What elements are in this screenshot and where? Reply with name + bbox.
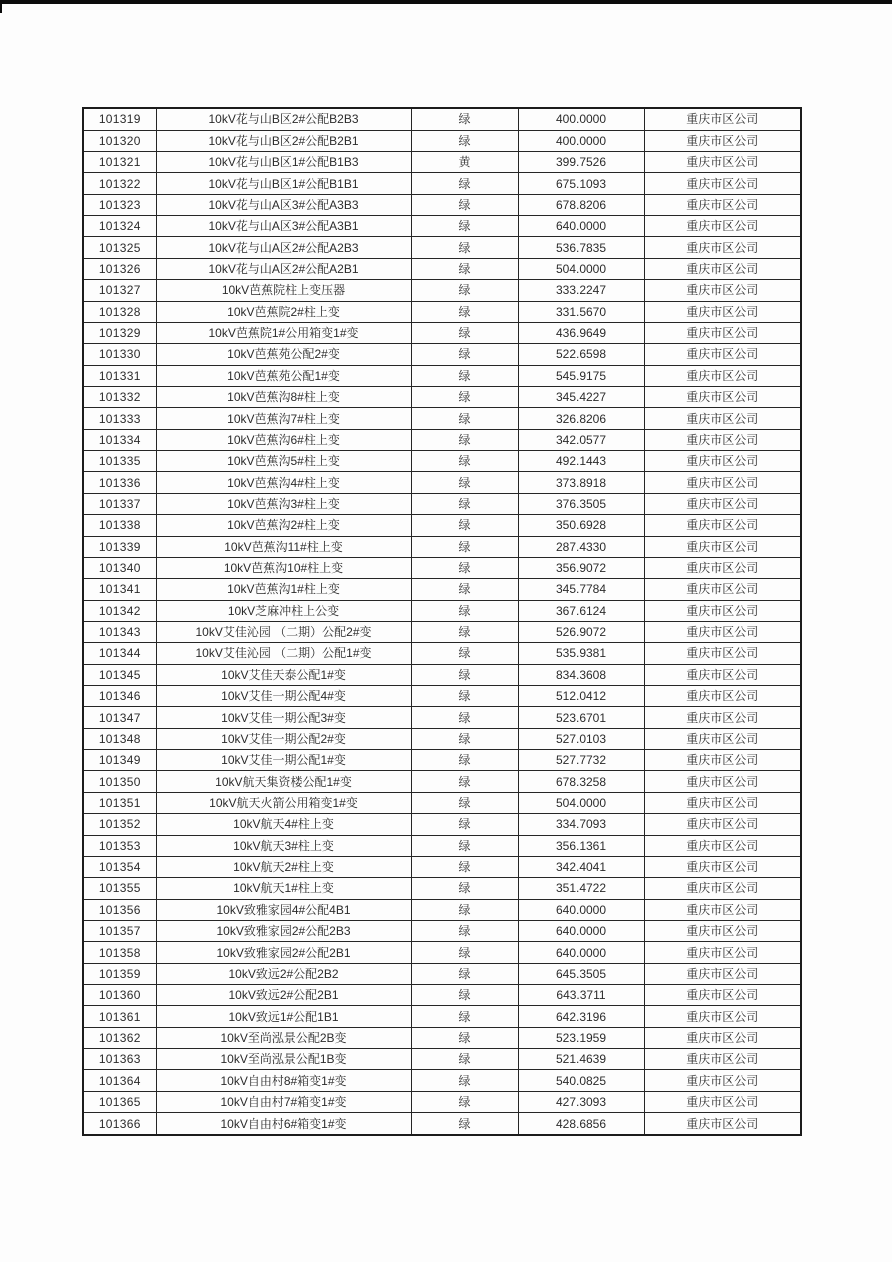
company-cell: 重庆市区公司: [644, 1091, 801, 1112]
table-row: [83, 963, 801, 984]
status-color-cell: 绿: [411, 856, 518, 877]
company-cell: 重庆市区公司: [644, 643, 801, 664]
device-name-cell: 10kV致雅家园2#公配2B3: [156, 920, 411, 941]
device-name-cell: 10kV芭蕉沟8#柱上变: [156, 386, 411, 407]
status-color-cell: 绿: [411, 643, 518, 664]
row-id-cell: 101346: [83, 686, 156, 707]
capacity-value-cell: 287.4330: [518, 536, 644, 557]
table-row: [83, 899, 801, 920]
device-name-cell: 10kV花与山B区1#公配B1B1: [156, 173, 411, 194]
company-cell: 重庆市区公司: [644, 152, 801, 173]
table-row: [83, 750, 801, 771]
capacity-value-cell: 640.0000: [518, 899, 644, 920]
company-cell: 重庆市区公司: [644, 280, 801, 301]
status-color-cell: 绿: [411, 365, 518, 386]
device-name-cell: 10kV艾佳沁园 （二期）公配2#变: [156, 621, 411, 642]
table-row: [83, 600, 801, 621]
capacity-value-cell: 373.8918: [518, 472, 644, 493]
row-id-cell: 101348: [83, 728, 156, 749]
company-cell: 重庆市区公司: [644, 130, 801, 151]
status-color-cell: 绿: [411, 621, 518, 642]
company-cell: 重庆市区公司: [644, 173, 801, 194]
table-row: [83, 1006, 801, 1027]
row-id-cell: 101365: [83, 1091, 156, 1112]
scan-border-top: [0, 0, 892, 4]
company-cell: 重庆市区公司: [644, 472, 801, 493]
device-name-cell: 10kV花与山A区3#公配A3B1: [156, 216, 411, 237]
status-color-cell: 绿: [411, 130, 518, 151]
company-cell: 重庆市区公司: [644, 194, 801, 215]
company-cell: 重庆市区公司: [644, 1027, 801, 1048]
table-row: [83, 942, 801, 963]
device-name-cell: 10kV芭蕉沟2#柱上变: [156, 515, 411, 536]
row-id-cell: 101345: [83, 664, 156, 685]
status-color-cell: 绿: [411, 258, 518, 279]
table-row: [83, 322, 801, 343]
company-cell: 重庆市区公司: [644, 386, 801, 407]
row-id-cell: 101320: [83, 130, 156, 151]
row-id-cell: 101351: [83, 792, 156, 813]
row-id-cell: 101339: [83, 536, 156, 557]
transformer-table: [82, 107, 802, 1136]
capacity-value-cell: 342.4041: [518, 856, 644, 877]
capacity-value-cell: 400.0000: [518, 130, 644, 151]
row-id-cell: 101338: [83, 515, 156, 536]
device-name-cell: 10kV艾佳天泰公配1#变: [156, 664, 411, 685]
device-name-cell: 10kV致远1#公配1B1: [156, 1006, 411, 1027]
device-name-cell: 10kV艾佳一期公配2#变: [156, 728, 411, 749]
company-cell: 重庆市区公司: [644, 686, 801, 707]
company-cell: 重庆市区公司: [644, 557, 801, 578]
device-name-cell: 10kV自由村7#箱变1#变: [156, 1091, 411, 1112]
row-id-cell: 101353: [83, 835, 156, 856]
row-id-cell: 101364: [83, 1070, 156, 1091]
device-name-cell: 10kV芭蕉苑公配2#变: [156, 344, 411, 365]
device-name-cell: 10kV自由村8#箱变1#变: [156, 1070, 411, 1091]
row-id-cell: 101347: [83, 707, 156, 728]
device-name-cell: 10kV至尚泓景公配1B变: [156, 1049, 411, 1070]
capacity-value-cell: 678.3258: [518, 771, 644, 792]
row-id-cell: 101350: [83, 771, 156, 792]
table-row: [83, 1113, 801, 1135]
table-row: [83, 344, 801, 365]
capacity-value-cell: 640.0000: [518, 942, 644, 963]
row-id-cell: 101349: [83, 750, 156, 771]
status-color-cell: 绿: [411, 1006, 518, 1027]
status-color-cell: 黄: [411, 152, 518, 173]
device-name-cell: 10kV花与山A区2#公配A2B1: [156, 258, 411, 279]
row-id-cell: 101342: [83, 600, 156, 621]
capacity-value-cell: 512.0412: [518, 686, 644, 707]
company-cell: 重庆市区公司: [644, 429, 801, 450]
company-cell: 重庆市区公司: [644, 920, 801, 941]
row-id-cell: 101363: [83, 1049, 156, 1070]
row-id-cell: 101366: [83, 1113, 156, 1135]
company-cell: 重庆市区公司: [644, 835, 801, 856]
capacity-value-cell: 527.0103: [518, 728, 644, 749]
table-row: [83, 515, 801, 536]
table-row: [83, 1027, 801, 1048]
status-color-cell: 绿: [411, 344, 518, 365]
row-id-cell: 101335: [83, 451, 156, 472]
company-cell: 重庆市区公司: [644, 258, 801, 279]
table-row: [83, 237, 801, 258]
capacity-value-cell: 334.7093: [518, 814, 644, 835]
row-id-cell: 101360: [83, 985, 156, 1006]
capacity-value-cell: 526.9072: [518, 621, 644, 642]
row-id-cell: 101336: [83, 472, 156, 493]
table-row: [83, 920, 801, 941]
table-row: [83, 429, 801, 450]
capacity-value-cell: 642.3196: [518, 1006, 644, 1027]
device-name-cell: 10kV花与山B区1#公配B1B3: [156, 152, 411, 173]
row-id-cell: 101352: [83, 814, 156, 835]
table-row: [83, 216, 801, 237]
table-row: [83, 258, 801, 279]
company-cell: 重庆市区公司: [644, 600, 801, 621]
row-id-cell: 101331: [83, 365, 156, 386]
capacity-value-cell: 678.8206: [518, 194, 644, 215]
status-color-cell: 绿: [411, 750, 518, 771]
table-row: [83, 771, 801, 792]
status-color-cell: 绿: [411, 600, 518, 621]
device-name-cell: 10kV芭蕉院1#公用箱变1#变: [156, 322, 411, 343]
table-row: [83, 985, 801, 1006]
status-color-cell: 绿: [411, 173, 518, 194]
capacity-value-cell: 427.3093: [518, 1091, 644, 1112]
table-row: [83, 579, 801, 600]
capacity-value-cell: 521.4639: [518, 1049, 644, 1070]
device-name-cell: 10kV艾佳一期公配4#变: [156, 686, 411, 707]
status-color-cell: 绿: [411, 557, 518, 578]
row-id-cell: 101323: [83, 194, 156, 215]
company-cell: 重庆市区公司: [644, 237, 801, 258]
company-cell: 重庆市区公司: [644, 344, 801, 365]
capacity-value-cell: 331.5670: [518, 301, 644, 322]
capacity-value-cell: 428.6856: [518, 1113, 644, 1135]
table-row: [83, 130, 801, 151]
device-name-cell: 10kV致远2#公配2B1: [156, 985, 411, 1006]
table-row: [83, 1049, 801, 1070]
device-name-cell: 10kV致雅家园4#公配4B1: [156, 899, 411, 920]
row-id-cell: 101362: [83, 1027, 156, 1048]
status-color-cell: 绿: [411, 472, 518, 493]
row-id-cell: 101356: [83, 899, 156, 920]
company-cell: 重庆市区公司: [644, 515, 801, 536]
company-cell: 重庆市区公司: [644, 771, 801, 792]
company-cell: 重庆市区公司: [644, 108, 801, 130]
status-color-cell: 绿: [411, 1113, 518, 1135]
table-row: [83, 536, 801, 557]
device-name-cell: 10kV致远2#公配2B2: [156, 963, 411, 984]
row-id-cell: 101334: [83, 429, 156, 450]
company-cell: 重庆市区公司: [644, 856, 801, 877]
row-id-cell: 101327: [83, 280, 156, 301]
capacity-value-cell: 367.6124: [518, 600, 644, 621]
table-row: [83, 108, 801, 130]
row-id-cell: 101355: [83, 878, 156, 899]
company-cell: 重庆市区公司: [644, 1113, 801, 1135]
capacity-value-cell: 356.9072: [518, 557, 644, 578]
device-name-cell: 10kV航天3#柱上变: [156, 835, 411, 856]
device-name-cell: 10kV致雅家园2#公配2B1: [156, 942, 411, 963]
status-color-cell: 绿: [411, 1091, 518, 1112]
row-id-cell: 101358: [83, 942, 156, 963]
device-name-cell: 10kV芭蕉苑公配1#变: [156, 365, 411, 386]
status-color-cell: 绿: [411, 579, 518, 600]
status-color-cell: 绿: [411, 942, 518, 963]
device-name-cell: 10kV花与山A区3#公配A3B3: [156, 194, 411, 215]
status-color-cell: 绿: [411, 920, 518, 941]
table-row: [83, 707, 801, 728]
device-name-cell: 10kV航天火箭公用箱变1#变: [156, 792, 411, 813]
table-row: [83, 664, 801, 685]
row-id-cell: 101319: [83, 108, 156, 130]
table-row: [83, 408, 801, 429]
capacity-value-cell: 523.6701: [518, 707, 644, 728]
device-name-cell: 10kV航天2#柱上变: [156, 856, 411, 877]
device-name-cell: 10kV芝麻冲柱上公变: [156, 600, 411, 621]
table-row: [83, 1070, 801, 1091]
capacity-value-cell: 326.8206: [518, 408, 644, 429]
company-cell: 重庆市区公司: [644, 408, 801, 429]
status-color-cell: 绿: [411, 963, 518, 984]
company-cell: 重庆市区公司: [644, 216, 801, 237]
capacity-value-cell: 504.0000: [518, 792, 644, 813]
capacity-value-cell: 522.6598: [518, 344, 644, 365]
capacity-value-cell: 540.0825: [518, 1070, 644, 1091]
company-cell: 重庆市区公司: [644, 451, 801, 472]
device-name-cell: 10kV花与山A区2#公配A2B3: [156, 237, 411, 258]
capacity-value-cell: 356.1361: [518, 835, 644, 856]
capacity-value-cell: 640.0000: [518, 216, 644, 237]
status-color-cell: 绿: [411, 771, 518, 792]
company-cell: 重庆市区公司: [644, 963, 801, 984]
table-row: [83, 493, 801, 514]
row-id-cell: 101330: [83, 344, 156, 365]
capacity-value-cell: 376.3505: [518, 493, 644, 514]
scan-border-left: [0, 0, 2, 13]
company-cell: 重庆市区公司: [644, 985, 801, 1006]
device-name-cell: 10kV芭蕉沟7#柱上变: [156, 408, 411, 429]
row-id-cell: 101329: [83, 322, 156, 343]
capacity-value-cell: 436.9649: [518, 322, 644, 343]
capacity-value-cell: 523.1959: [518, 1027, 644, 1048]
company-cell: 重庆市区公司: [644, 664, 801, 685]
capacity-value-cell: 535.9381: [518, 643, 644, 664]
table-row: [83, 856, 801, 877]
row-id-cell: 101357: [83, 920, 156, 941]
status-color-cell: 绿: [411, 194, 518, 215]
table-row: [83, 878, 801, 899]
company-cell: 重庆市区公司: [644, 728, 801, 749]
company-cell: 重庆市区公司: [644, 1006, 801, 1027]
row-id-cell: 101361: [83, 1006, 156, 1027]
status-color-cell: 绿: [411, 814, 518, 835]
status-color-cell: 绿: [411, 280, 518, 301]
row-id-cell: 101321: [83, 152, 156, 173]
status-color-cell: 绿: [411, 493, 518, 514]
device-name-cell: 10kV航天集资楼公配1#变: [156, 771, 411, 792]
table-row: [83, 173, 801, 194]
row-id-cell: 101325: [83, 237, 156, 258]
status-color-cell: 绿: [411, 707, 518, 728]
company-cell: 重庆市区公司: [644, 365, 801, 386]
status-color-cell: 绿: [411, 1070, 518, 1091]
capacity-value-cell: 645.3505: [518, 963, 644, 984]
status-color-cell: 绿: [411, 515, 518, 536]
capacity-value-cell: 350.6928: [518, 515, 644, 536]
device-name-cell: 10kV芭蕉沟3#柱上变: [156, 493, 411, 514]
status-color-cell: 绿: [411, 216, 518, 237]
capacity-value-cell: 643.3711: [518, 985, 644, 1006]
table-row: [83, 686, 801, 707]
table-row: [83, 472, 801, 493]
company-cell: 重庆市区公司: [644, 322, 801, 343]
device-name-cell: 10kV艾佳一期公配1#变: [156, 750, 411, 771]
capacity-value-cell: 675.1093: [518, 173, 644, 194]
capacity-value-cell: 333.2247: [518, 280, 644, 301]
company-cell: 重庆市区公司: [644, 1070, 801, 1091]
row-id-cell: 101354: [83, 856, 156, 877]
row-id-cell: 101337: [83, 493, 156, 514]
table-row: [83, 621, 801, 642]
company-cell: 重庆市区公司: [644, 707, 801, 728]
capacity-value-cell: 492.1443: [518, 451, 644, 472]
table-row: [83, 728, 801, 749]
device-name-cell: 10kV芭蕉院柱上变压器: [156, 280, 411, 301]
company-cell: 重庆市区公司: [644, 493, 801, 514]
status-color-cell: 绿: [411, 1027, 518, 1048]
device-name-cell: 10kV芭蕉沟10#柱上变: [156, 557, 411, 578]
device-name-cell: 10kV航天4#柱上变: [156, 814, 411, 835]
table-row: [83, 301, 801, 322]
company-cell: 重庆市区公司: [644, 579, 801, 600]
capacity-value-cell: 545.9175: [518, 365, 644, 386]
status-color-cell: 绿: [411, 686, 518, 707]
table-row: [83, 643, 801, 664]
capacity-value-cell: 400.0000: [518, 108, 644, 130]
company-cell: 重庆市区公司: [644, 1049, 801, 1070]
row-id-cell: 101322: [83, 173, 156, 194]
capacity-value-cell: 399.7526: [518, 152, 644, 173]
row-id-cell: 101359: [83, 963, 156, 984]
capacity-value-cell: 834.3608: [518, 664, 644, 685]
table-row: [83, 365, 801, 386]
device-name-cell: 10kV至尚泓景公配2B变: [156, 1027, 411, 1048]
status-color-cell: 绿: [411, 878, 518, 899]
row-id-cell: 101326: [83, 258, 156, 279]
company-cell: 重庆市区公司: [644, 750, 801, 771]
device-name-cell: 10kV艾佳沁园 （二期）公配1#变: [156, 643, 411, 664]
status-color-cell: 绿: [411, 301, 518, 322]
company-cell: 重庆市区公司: [644, 878, 801, 899]
row-id-cell: 101343: [83, 621, 156, 642]
capacity-value-cell: 342.0577: [518, 429, 644, 450]
capacity-value-cell: 345.4227: [518, 386, 644, 407]
device-name-cell: 10kV芭蕉沟1#柱上变: [156, 579, 411, 600]
table-row: [83, 1091, 801, 1112]
company-cell: 重庆市区公司: [644, 301, 801, 322]
capacity-value-cell: 351.4722: [518, 878, 644, 899]
status-color-cell: 绿: [411, 792, 518, 813]
capacity-value-cell: 640.0000: [518, 920, 644, 941]
row-id-cell: 101344: [83, 643, 156, 664]
device-name-cell: 10kV芭蕉院2#柱上变: [156, 301, 411, 322]
status-color-cell: 绿: [411, 536, 518, 557]
company-cell: 重庆市区公司: [644, 792, 801, 813]
company-cell: 重庆市区公司: [644, 536, 801, 557]
company-cell: 重庆市区公司: [644, 899, 801, 920]
table-row: [83, 194, 801, 215]
table-row: [83, 835, 801, 856]
status-color-cell: 绿: [411, 386, 518, 407]
row-id-cell: 101341: [83, 579, 156, 600]
status-color-cell: 绿: [411, 899, 518, 920]
device-name-cell: 10kV花与山B区2#公配B2B3: [156, 108, 411, 130]
table-row: [83, 386, 801, 407]
status-color-cell: 绿: [411, 408, 518, 429]
device-name-cell: 10kV芭蕉沟6#柱上变: [156, 429, 411, 450]
device-name-cell: 10kV花与山B区2#公配B2B1: [156, 130, 411, 151]
row-id-cell: 101332: [83, 386, 156, 407]
device-name-cell: 10kV芭蕉沟4#柱上变: [156, 472, 411, 493]
table-row: [83, 152, 801, 173]
row-id-cell: 101324: [83, 216, 156, 237]
company-cell: 重庆市区公司: [644, 621, 801, 642]
device-name-cell: 10kV艾佳一期公配3#变: [156, 707, 411, 728]
status-color-cell: 绿: [411, 322, 518, 343]
status-color-cell: 绿: [411, 664, 518, 685]
device-name-cell: 10kV航天1#柱上变: [156, 878, 411, 899]
status-color-cell: 绿: [411, 451, 518, 472]
status-color-cell: 绿: [411, 1049, 518, 1070]
status-color-cell: 绿: [411, 429, 518, 450]
status-color-cell: 绿: [411, 108, 518, 130]
transformer-table-body: [83, 108, 801, 1135]
device-name-cell: 10kV自由村6#箱变1#变: [156, 1113, 411, 1135]
company-cell: 重庆市区公司: [644, 942, 801, 963]
company-cell: 重庆市区公司: [644, 814, 801, 835]
capacity-value-cell: 527.7732: [518, 750, 644, 771]
row-id-cell: 101333: [83, 408, 156, 429]
capacity-value-cell: 504.0000: [518, 258, 644, 279]
status-color-cell: 绿: [411, 237, 518, 258]
device-name-cell: 10kV芭蕉沟5#柱上变: [156, 451, 411, 472]
status-color-cell: 绿: [411, 985, 518, 1006]
row-id-cell: 101328: [83, 301, 156, 322]
capacity-value-cell: 345.7784: [518, 579, 644, 600]
table-row: [83, 451, 801, 472]
table-row: [83, 557, 801, 578]
device-name-cell: 10kV芭蕉沟11#柱上变: [156, 536, 411, 557]
capacity-value-cell: 536.7835: [518, 237, 644, 258]
table-row: [83, 792, 801, 813]
table-row: [83, 280, 801, 301]
status-color-cell: 绿: [411, 835, 518, 856]
status-color-cell: 绿: [411, 728, 518, 749]
table-row: [83, 814, 801, 835]
row-id-cell: 101340: [83, 557, 156, 578]
